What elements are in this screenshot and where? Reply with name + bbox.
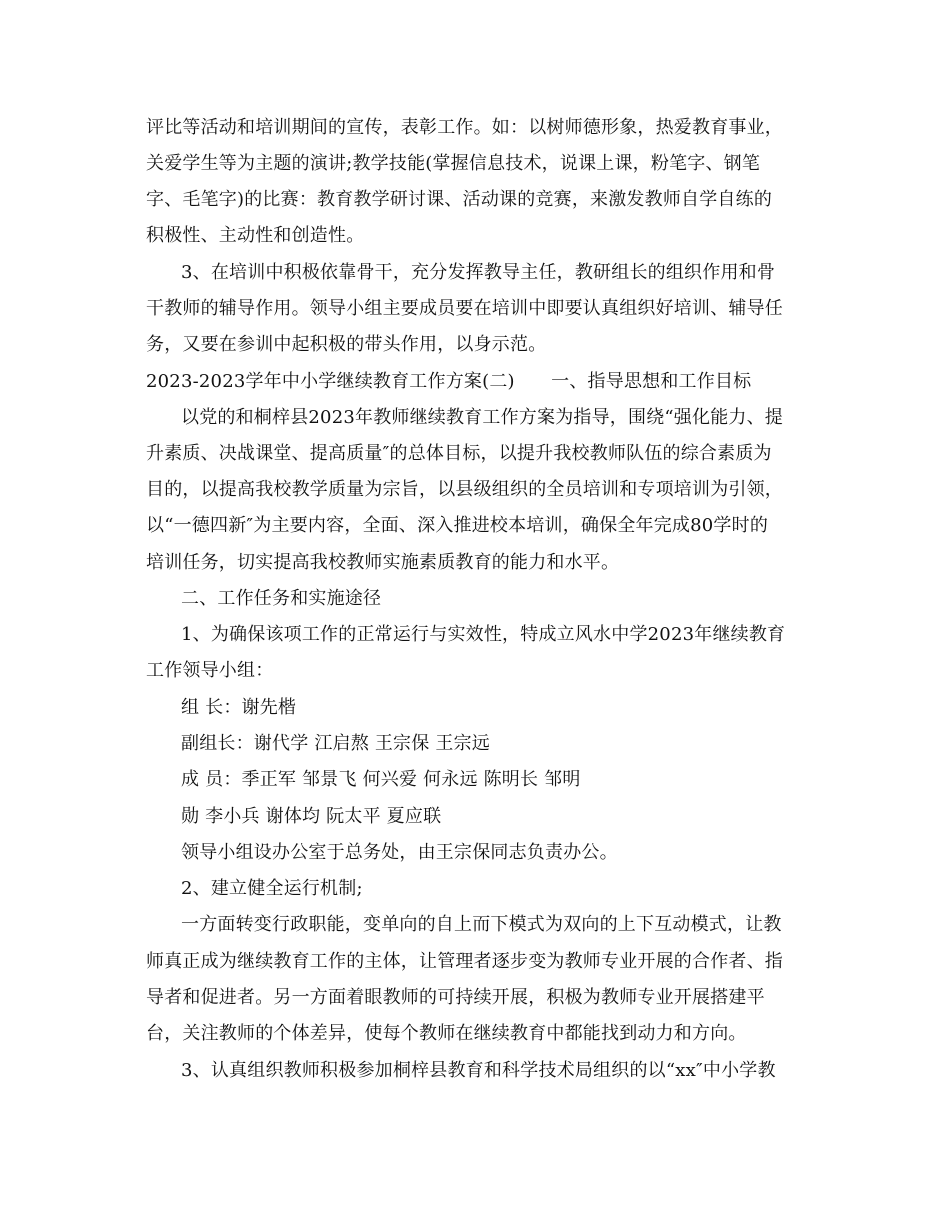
section-heading: 二、工作任务和实施途径 — [181, 588, 382, 609]
text-line: 升素质、决战课堂、提高质量″的总体目标，以提升我校教师队伍的综合素质为 — [146, 443, 772, 464]
text-line: 工作领导小组： — [146, 660, 274, 681]
text-line: 3、在培训中积极依靠骨干，充分发挥教导主任，教研组长的组织作用和骨 — [181, 262, 776, 283]
text-line: 干教师的辅导作用。领导小组主要成员要在培训中即要认真组织好培训、辅导任 — [146, 298, 783, 319]
text-line: 以“一德四新″为主要内容，全面、深入推进校本培训，确保全年完成80学时的 — [146, 515, 769, 536]
text-line: 勋 李小兵 谢体均 阮太平 夏应联 — [181, 806, 442, 827]
text-line: 关爱学生等为主题的演讲;教学技能(掌握信息技术，说课上课，粉笔字、钢笔 — [146, 153, 761, 174]
text-line: 培训任务，切实提高我校教师实施素质教育的能力和水平。 — [146, 552, 620, 573]
text-line: 3、认真组织教师积极参加桐梓县教育和科学技术局组织的以“xx″中小学教 — [181, 1060, 776, 1081]
text-line: 2、建立健全运行机制; — [181, 878, 363, 899]
text-line: 一方面转变行政职能，变单向的自上而下模式为双向的上下互动模式，让教 — [181, 914, 782, 935]
text-line: 目的，以提高我校教学质量为宗旨，以县级组织的全员培训和专项培训为引领， — [146, 479, 783, 500]
text-line: 务，又要在参训中起积极的带头作用，以身示范。 — [146, 334, 547, 355]
text-line: 成 员：季正军 邹景飞 何兴爱 何永远 陈明长 邹明 — [181, 769, 581, 790]
text-line: 1、为确保该项工作的正常运行与实效性，特成立风水中学2023年继续教育 — [181, 624, 786, 645]
text-line: 师真正成为继续教育工作的主体，让管理者逐步变为教师专业开展的合作者、指 — [146, 951, 783, 972]
text-line: 评比等活动和培训期间的宣传，表彰工作。如：以树师德形象，热爱教育事业， — [146, 117, 783, 138]
text-line: 字、毛笔字)的比赛：教育教学研讨课、活动课的竞赛，来激发教师自学自练的 — [146, 189, 773, 210]
text-line: 台，关注教师的个体差异，使每个教师在继续教育中都能找到动力和方向。 — [146, 1023, 747, 1044]
text-line: 领导小组设办公室于总务处，由王宗保同志负责办公。 — [181, 842, 618, 863]
text-line: 导者和促进者。另一方面着眼教师的可持续开展，积极为教师专业开展搭建平 — [146, 987, 765, 1008]
text-line: 积极性、主动性和创造性。 — [146, 225, 365, 246]
text-line: 以党的和桐梓县2023年教师继续教育工作方案为指导，围绕“强化能力、提 — [181, 407, 784, 428]
text-line: 副组长：谢代学 江启熬 王宗保 王宗远 — [181, 733, 490, 754]
section-heading: 2023-2023学年中小学继续教育工作方案(二) 一、指导思想和工作目标 — [146, 371, 752, 392]
text-line: 组 长：谢先楷 — [181, 697, 297, 718]
